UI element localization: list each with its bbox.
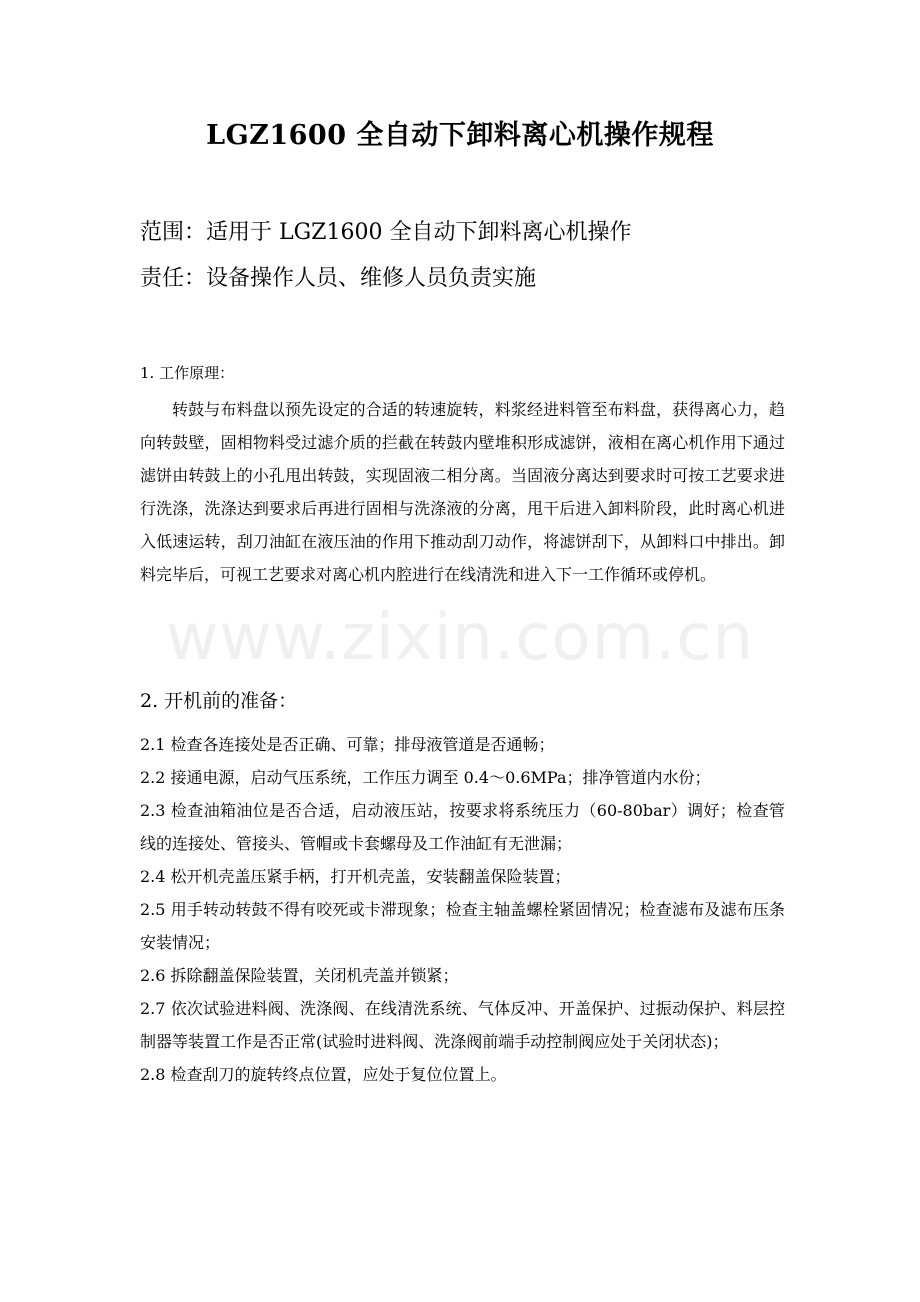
section-2-heading: 2. 开机前的准备： (140, 690, 298, 712)
watermark-text: www.zixin.com.cn (165, 601, 755, 675)
section-1-paragraph: 转鼓与布料盘以预先设定的合适的转速旋转，料浆经进料管至布料盘，获得离心力，趋向转鼓壁，固相物料受过滤介质的拦截在转鼓内壁堆积形成滤饼，液相在离心机作用下通过滤饼由转鼓上的小孔甩出转鼓，实现固液二相分离。当固液分离达到要求时可按工艺要求进行洗涤，洗涤达到要求后再进行固相与洗涤液的分离，甩干后进入卸料阶段，此时离心机进入低速运转，刮刀油缸在液压油的作用下推动刮刀动作，将滤饼刮下，从卸料口中排出。卸料完毕后，可视工艺要求对离心机内腔进行在线清洗和进入下一工作循环或停机。 (140, 400, 785, 584)
scope-line: 范围：适用于 LGZ1600 全自动下卸料离心机操作 (140, 220, 632, 245)
list-item: 2.6 拆除翻盖保险装置，关闭机壳盖并锁紧； (140, 966, 459, 985)
preparation-list (140, 728, 785, 1091)
document-title: LGZ1600 全自动下卸料离心机操作规程 (206, 120, 714, 151)
list-item: 2.4 松开机壳盖压紧手柄，打开机壳盖，安装翻盖保险装置； (140, 867, 571, 886)
list-item: 2.1 检查各连接处是否正确、可靠；排母液管道是否通畅； (140, 735, 555, 754)
list-item: 2.8 检查刮刀的旋转终点位置，应处于复位位置上。 (140, 1065, 507, 1084)
responsibility-line: 责任：设备操作人员、维修人员负责实施 (140, 266, 537, 291)
list-item: 2.5 用手转动转鼓不得有咬死或卡滞现象；检查主轴盖螺栓紧固情况；检查滤布及滤布压条安装情况； (140, 900, 785, 952)
list-item: 2.7 依次试验进料阀、洗涤阀、在线清洗系统、气体反冲、开盖保护、过振动保护、料层控制器等装置工作是否正常(试验时进料阀、洗涤阀前端手动控制阀应处于关闭状态)； (140, 999, 785, 1051)
list-item: 2.2 接通电源，启动气压系统，工作压力调至 0.4～0.6MPa；排净管道内水份； (140, 768, 711, 787)
section-1-heading: 1. 工作原理： (140, 364, 235, 382)
list-item: 2.3 检查油箱油位是否合适，启动液压站，按要求将系统压力（60-80bar）调好；检查管线的连接处、管接头、管帽或卡套螺母及工作油缸有无泄漏； (140, 801, 785, 853)
